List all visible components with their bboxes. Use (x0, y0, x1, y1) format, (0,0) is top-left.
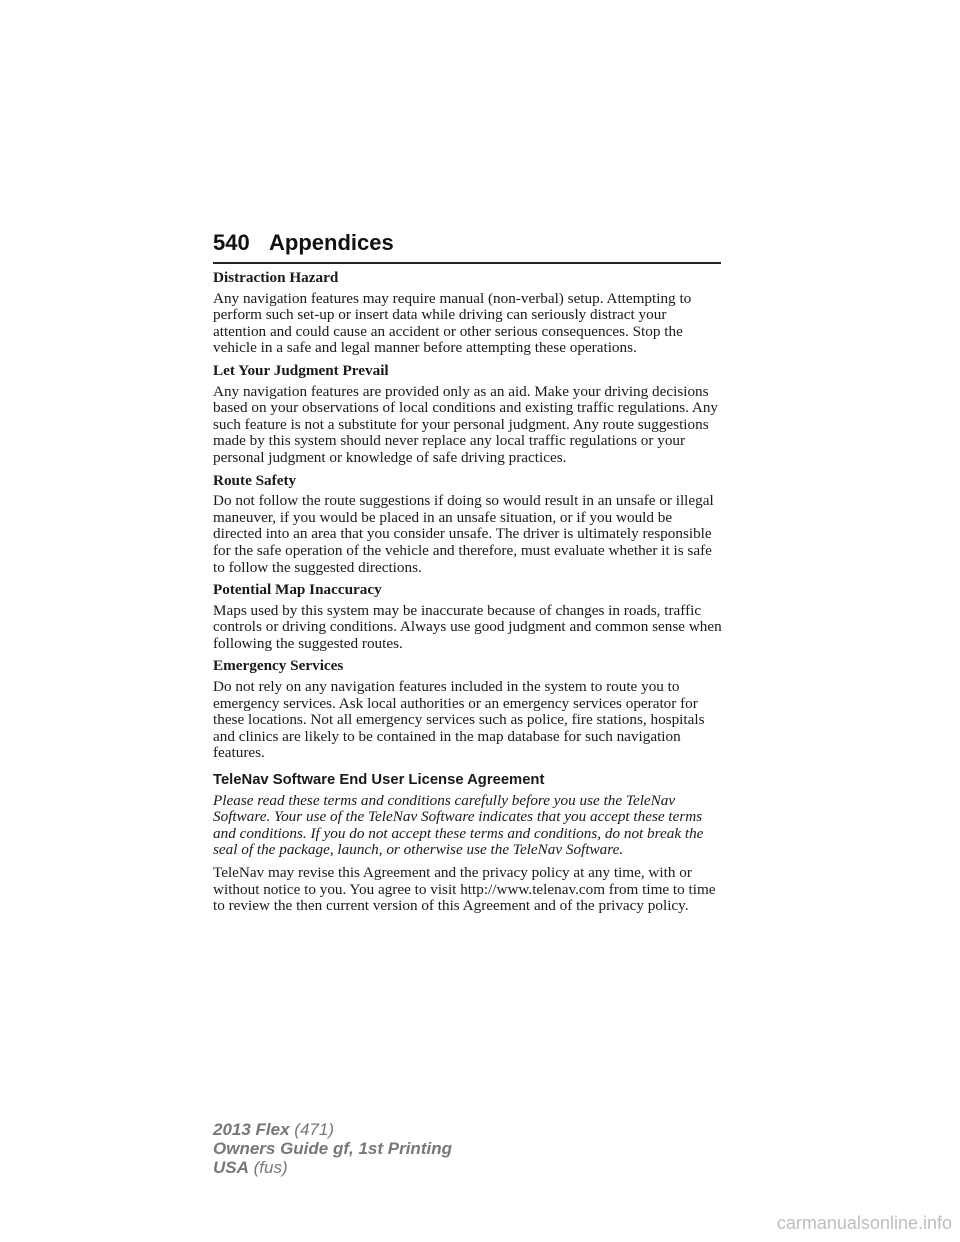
paragraph-distraction-hazard: Any navigation features may require manual (non-verbal) setup. Attempting to perform such set-up or insert data while driving can seriously distract your attention and could cause an accident or other serious consequences. Stop the vehicle in a safe and legal manner before attempting these operations. (213, 289, 692, 357)
page-footer (213, 1120, 452, 1177)
heading-emergency-services: Emergency Services (213, 657, 344, 675)
paragraph-license-revision: TeleNav may revise this Agreement and the privacy policy at any time, with or without notice to you. You agree to visit http://www.telenav.com from time to time to review the then current version of this Agreement and of the privacy policy. (213, 864, 716, 915)
heading-distraction-hazard: Distraction Hazard (213, 269, 339, 286)
paragraph-emergency-services: Do not rely on any navigation features included in the system to route you to emergency services. Ask local authorities or an emergency services operator for these locations. Not all emergency services such as police, fire stations, hospitals and clinics are likely to be contained in the map database for such navigation features. (213, 678, 705, 762)
page-number: 540 (213, 230, 250, 255)
paragraph-map-inaccuracy: Maps used by this system may be inaccurate because of changes in roads, traffic controls or driving conditions. Always use good judgment and common sense when following the suggested routes. (213, 601, 722, 652)
watermark: carmanualsonline.info (776, 1213, 952, 1233)
paragraph-judgment: Any navigation features are provided only as an aid. Make your driving decisions based on your observations of local conditions and existing traffic regulations. Any such feature is not a substitute for your personal judgment. Any route suggestions made by this system should never replace any local traffic regulations or your personal judgment or knowledge of safe driving practices. (213, 382, 719, 466)
footer-model-line (213, 1120, 452, 1139)
paragraph-license-notice: Please read these terms and conditions carefully before you use the TeleNav Software. Your use of the TeleNav Software indicates that you accept these terms and conditions. If you do not accept these terms and conditions, do not break the seal of the package, launch, or otherwise use the TeleNav Software. (213, 791, 704, 859)
footer-region: USA (213, 1158, 249, 1177)
page-header (213, 226, 721, 264)
heading-judgment: Let Your Judgment Prevail (213, 361, 389, 379)
footer-guide: Owners Guide gf, 1st Printing (213, 1139, 452, 1158)
section-title: Appendices (269, 230, 394, 255)
paragraph-route-safety: Do not follow the route suggestions if doing so would result in an unsafe or illegal maneuver, if you would be placed in an unsafe situation, or if you would be directed into an area that you consider unsafe. The driver is ultimately responsible for the safe operation of the vehicle and therefore, must evaluate whether it is safe to follow the suggested directions. (213, 492, 714, 576)
footer-region-line (213, 1158, 452, 1177)
heading-map-inaccuracy: Potential Map Inaccuracy (213, 581, 382, 599)
page-content (213, 270, 723, 921)
footer-region-code: (fus) (253, 1158, 288, 1177)
footer-guide-line (213, 1139, 452, 1158)
footer-model-code: (471) (294, 1120, 334, 1139)
footer-model: 2013 Flex (213, 1120, 290, 1139)
heading-license-agreement: TeleNav Software End User License Agreement (213, 772, 545, 789)
heading-route-safety: Route Safety (213, 471, 297, 489)
